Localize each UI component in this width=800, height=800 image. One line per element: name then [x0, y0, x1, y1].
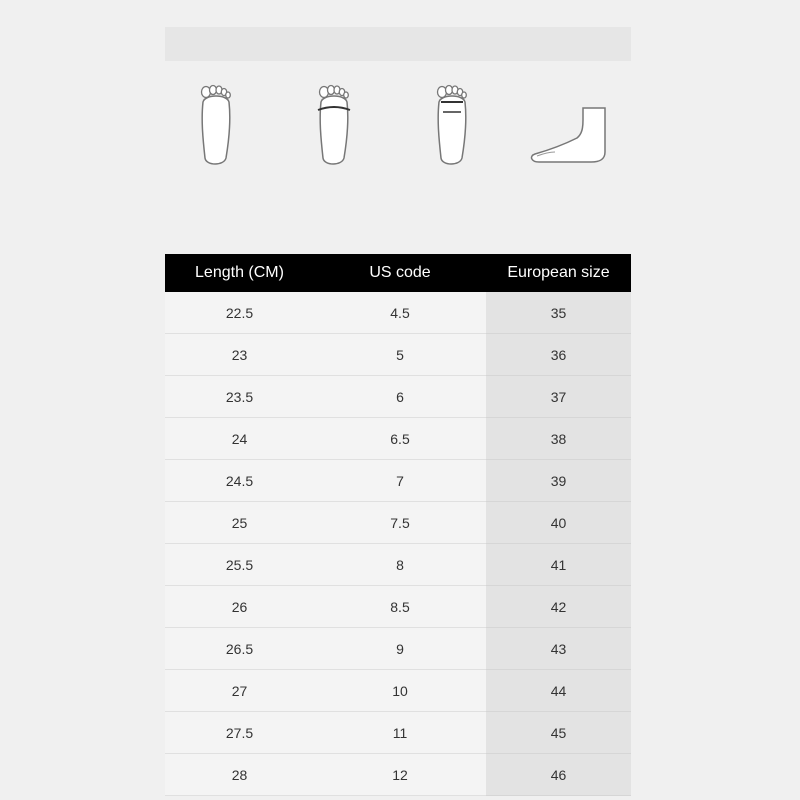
cell-us-code: 11 [314, 712, 486, 754]
table-row [165, 754, 631, 796]
cell-length-cm: 26 [165, 586, 314, 628]
table-body [165, 292, 631, 796]
cell-european-size: 38 [486, 418, 631, 460]
cell-length-cm: 22.5 [165, 292, 314, 334]
foot-side-view-icon [525, 80, 615, 170]
cell-european-size: 45 [486, 712, 631, 754]
table-row [165, 292, 631, 334]
cell-european-size: 43 [486, 628, 631, 670]
cell-length-cm: 24.5 [165, 460, 314, 502]
table-row [165, 418, 631, 460]
header-us-code: US code [314, 254, 486, 292]
size-chart-table [165, 254, 631, 796]
cell-us-code: 12 [314, 754, 486, 796]
cell-european-size: 44 [486, 670, 631, 712]
cell-length-cm: 25.5 [165, 544, 314, 586]
table-row [165, 544, 631, 586]
cell-us-code: 7 [314, 460, 486, 502]
foot-width-measure-icon [309, 80, 359, 170]
cell-us-code: 6.5 [314, 418, 486, 460]
cell-us-code: 4.5 [314, 292, 486, 334]
table-row [165, 628, 631, 670]
bare-foot-icon [191, 80, 241, 170]
cell-european-size: 40 [486, 502, 631, 544]
cell-european-size: 39 [486, 460, 631, 502]
table-row [165, 334, 631, 376]
cell-length-cm: 27.5 [165, 712, 314, 754]
cell-us-code: 7.5 [314, 502, 486, 544]
foot-illustrations [165, 80, 631, 180]
cell-us-code: 9 [314, 628, 486, 670]
cell-european-size: 37 [486, 376, 631, 418]
cell-length-cm: 23.5 [165, 376, 314, 418]
cell-european-size: 42 [486, 586, 631, 628]
cell-length-cm: 25 [165, 502, 314, 544]
table-row [165, 376, 631, 418]
cell-us-code: 8.5 [314, 586, 486, 628]
table-row [165, 460, 631, 502]
table-header-row [165, 254, 631, 292]
cell-european-size: 36 [486, 334, 631, 376]
cell-us-code: 10 [314, 670, 486, 712]
table-row [165, 670, 631, 712]
cell-length-cm: 26.5 [165, 628, 314, 670]
cell-us-code: 6 [314, 376, 486, 418]
cell-length-cm: 24 [165, 418, 314, 460]
table-row [165, 586, 631, 628]
header-length-cm: Length (CM) [165, 254, 314, 292]
cell-us-code: 5 [314, 334, 486, 376]
table-row [165, 712, 631, 754]
cell-length-cm: 27 [165, 670, 314, 712]
header-european-size: European size [486, 254, 631, 292]
cell-european-size: 35 [486, 292, 631, 334]
cell-length-cm: 23 [165, 334, 314, 376]
table-row [165, 502, 631, 544]
foot-length-measure-icon [427, 80, 477, 170]
cell-european-size: 46 [486, 754, 631, 796]
cell-us-code: 8 [314, 544, 486, 586]
top-banner [165, 27, 631, 61]
cell-length-cm: 28 [165, 754, 314, 796]
cell-european-size: 41 [486, 544, 631, 586]
